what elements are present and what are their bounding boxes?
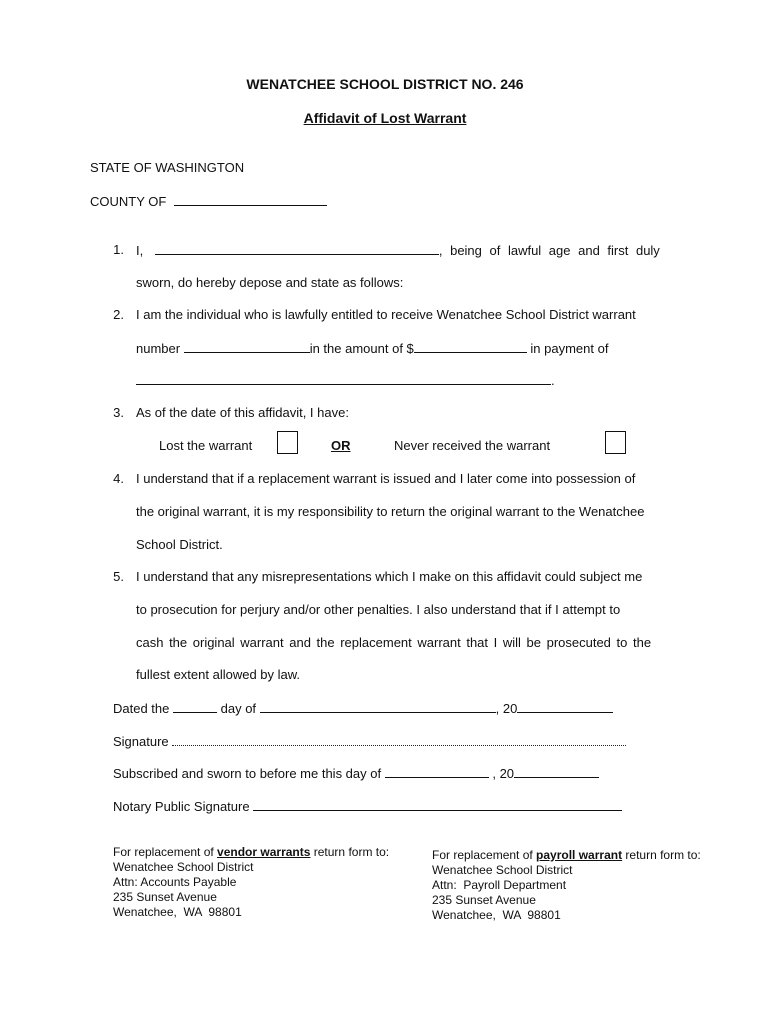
item2-line1: I am the individual who is lawfully entitled to receive Wenatchee School District warrant: [136, 307, 636, 322]
subscribed-year-blank[interactable]: [514, 765, 599, 778]
lost-warrant-checkbox[interactable]: [277, 431, 298, 454]
year-prefix: , 20: [495, 701, 518, 716]
county-blank[interactable]: [174, 193, 327, 206]
item5-line1: I understand that any misrepresentations which I make on this affidavit could subject me: [136, 569, 643, 584]
day-blank[interactable]: [173, 700, 217, 713]
item-number: 3.: [113, 405, 124, 420]
subscribed-year-prefix: , 20: [492, 766, 515, 781]
item-number: 2.: [113, 307, 124, 322]
vendor-return-heading: [113, 845, 389, 860]
signature-line: [113, 733, 626, 749]
item-number: 5.: [113, 569, 124, 584]
payroll-city: Wenatchee, WA 98801: [432, 908, 561, 922]
form-title: Affidavit of Lost Warrant: [303, 110, 467, 126]
option-never-label: Never received the warrant: [394, 438, 551, 453]
item4-line3: School District.: [136, 537, 223, 552]
vendor-return-block: [113, 845, 389, 920]
payment-blank[interactable]: [136, 372, 551, 385]
item1-line2: sworn, do hereby depose and state as follows:: [136, 275, 404, 290]
option-lost-label: Lost the warrant: [159, 438, 253, 453]
vendor-suffix: return form to:: [310, 845, 390, 859]
dated-the-label: Dated the: [113, 701, 170, 716]
item1-suffix: , being of lawful age and first duly: [438, 243, 660, 258]
item2-line2: [136, 340, 608, 356]
warrant-number-label: number: [136, 341, 181, 356]
payroll-street: 235 Sunset Avenue: [432, 893, 536, 907]
name-blank[interactable]: [155, 242, 439, 255]
notary-line: [113, 798, 622, 814]
county-line: [90, 193, 327, 209]
subscribed-line: [113, 765, 599, 781]
warrant-number-blank[interactable]: [184, 340, 310, 353]
payroll-org: Wenatchee School District: [432, 863, 573, 877]
vendor-org: Wenatchee School District: [113, 860, 254, 874]
never-received-checkbox[interactable]: [605, 431, 626, 454]
year-blank[interactable]: [517, 700, 613, 713]
payroll-return-block: [432, 848, 701, 923]
vendor-attn: Attn: Accounts Payable: [113, 875, 237, 889]
payment-label: in payment of: [530, 341, 609, 356]
payroll-return-heading: [432, 848, 701, 863]
or-label: OR: [331, 438, 351, 453]
item-number: 1.: [113, 242, 124, 257]
item5-line3: cash the original warrant and the replacement warrant that I will be prosecuted to the: [136, 635, 652, 650]
item5-line4: fullest extent allowed by law.: [136, 667, 301, 682]
vendor-city: Wenatchee, WA 98801: [113, 905, 242, 919]
item2-end: .: [551, 373, 555, 388]
item4-line1: I understand that if a replacement warrant is issued and I later come into possession of: [136, 471, 636, 486]
payroll-suffix: return form to:: [622, 848, 701, 862]
state-line: STATE OF WASHINGTON: [90, 160, 245, 175]
signature-blank[interactable]: [172, 733, 626, 746]
item-number: 4.: [113, 471, 124, 486]
month-blank[interactable]: [260, 700, 496, 713]
amount-label: in the amount of $: [309, 341, 414, 356]
subscribed-day-blank[interactable]: [385, 765, 489, 778]
item1-prefix: I,: [136, 243, 144, 258]
county-label: COUNTY OF: [90, 194, 167, 209]
vendor-emph: vendor warrants: [217, 845, 311, 859]
dated-line: [113, 700, 613, 716]
item3-line1: As of the date of this affidavit, I have:: [136, 405, 349, 420]
item4-line2: the original warrant, it is my responsibility to return the original warrant to the Wenatchee: [136, 504, 645, 519]
amount-blank[interactable]: [414, 340, 527, 353]
signature-label: Signature: [113, 734, 169, 749]
payroll-attn: Attn: Payroll Department: [432, 878, 567, 892]
item1-line1: [136, 242, 660, 258]
vendor-prefix: For replacement of: [113, 845, 218, 859]
notary-blank[interactable]: [253, 798, 622, 811]
notary-label: Notary Public Signature: [113, 799, 250, 814]
vendor-street: 235 Sunset Avenue: [113, 890, 217, 904]
payroll-prefix: For replacement of: [432, 848, 537, 862]
item2-line3: [136, 372, 555, 388]
subscribed-label: Subscribed and sworn to before me this day of: [113, 766, 382, 781]
day-of-label: day of: [220, 701, 257, 716]
payroll-emph: payroll warrant: [536, 848, 623, 862]
district-title: WENATCHEE SCHOOL DISTRICT NO. 246: [246, 76, 524, 92]
item5-line2: to prosecution for perjury and/or other penalties. I also understand that if I attempt to: [136, 602, 621, 617]
